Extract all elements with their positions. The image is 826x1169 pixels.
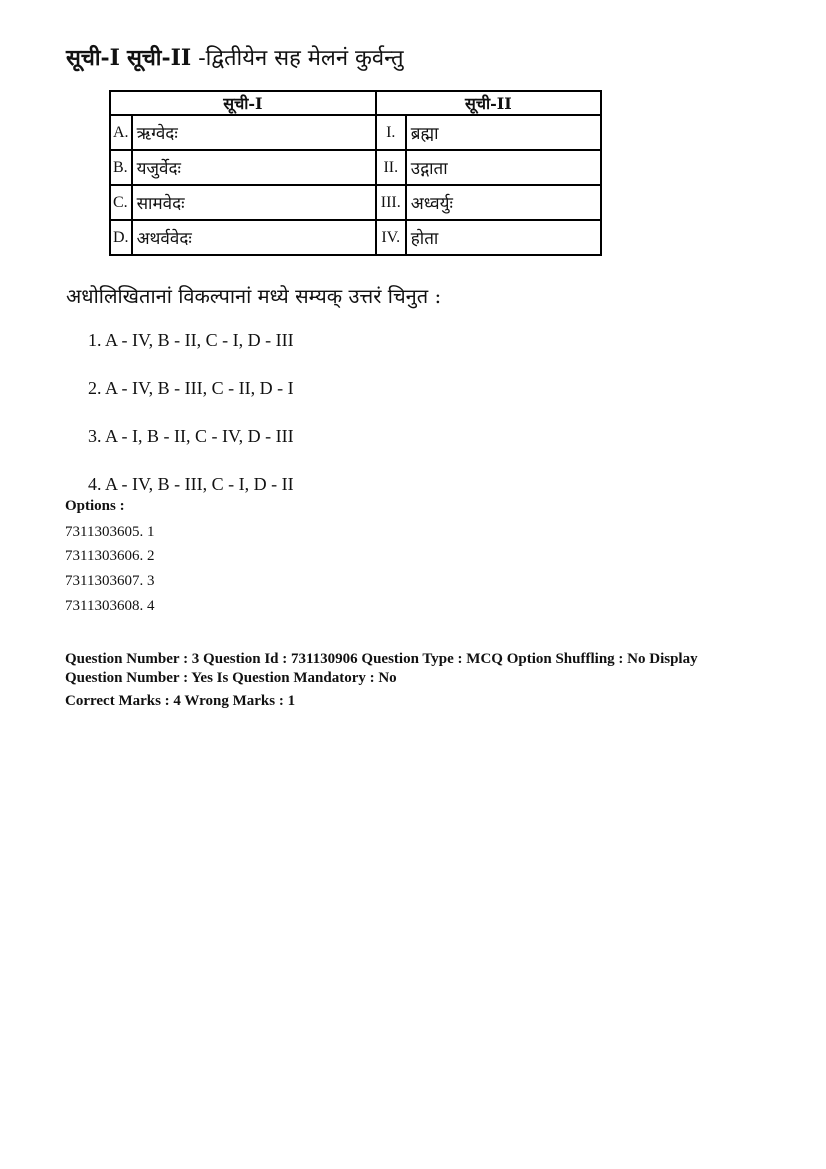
choice-item: 1. A - IV, B - II, C - I, D - III: [88, 330, 294, 350]
choice-instruction: अधोलिखितानां विकल्पानां मध्ये सम्यक् उत्तरं चिनुत :: [66, 284, 442, 308]
row-left-key: B.: [110, 150, 132, 185]
option-id: 7311303608. 4: [65, 598, 155, 614]
option-id: 7311303606. 2: [65, 548, 155, 564]
row-right-key: III.: [376, 185, 406, 220]
table-row: [110, 220, 601, 255]
choice-item: 2. A - IV, B - III, C - II, D - I: [88, 378, 294, 398]
options-label: Options :: [65, 498, 125, 514]
matching-table: [109, 90, 602, 256]
row-left-value: अथर्ववेदः: [132, 220, 376, 255]
table-row: [110, 115, 601, 150]
table-row: [110, 185, 601, 220]
table-header-row: [110, 91, 601, 115]
row-right-value: उद्गाता: [406, 150, 601, 185]
question-meta-line1: Question Number : 3 Question Id : 731130906 Question Type : MCQ Option Shuffling : No Display: [65, 651, 698, 667]
choice-item: 3. A - I, B - II, C - IV, D - III: [88, 426, 294, 446]
row-right-key: II.: [376, 150, 406, 185]
row-right-value: अध्वर्युः: [406, 185, 601, 220]
row-left-value: यजुर्वेदः: [132, 150, 376, 185]
row-right-value: ब्रह्मा: [406, 115, 601, 150]
question-marks: Correct Marks : 4 Wrong Marks : 1: [65, 693, 296, 709]
choice-item: 4. A - IV, B - III, C - I, D - II: [88, 474, 294, 494]
row-left-key: D.: [110, 220, 132, 255]
list1-label: सूची-I: [66, 45, 120, 71]
question-heading: [66, 42, 403, 72]
row-left-value: ऋग्वेदः: [132, 115, 376, 150]
list2-label: सूची-II: [126, 45, 192, 71]
row-left-key: A.: [110, 115, 132, 150]
choice-list: [88, 328, 294, 520]
heading-instruction: -द्वितीयेन सह मेलनं कुर्वन्तु: [198, 46, 404, 71]
row-right-key: I.: [376, 115, 406, 150]
table-header-list1: सूची-I: [110, 91, 376, 115]
row-right-key: IV.: [376, 220, 406, 255]
option-id: 7311303605. 1: [65, 524, 155, 540]
table-row: [110, 150, 601, 185]
table-header-list2: सूची-II: [376, 91, 601, 115]
row-left-value: सामवेदः: [132, 185, 376, 220]
question-meta-line2: Question Number : Yes Is Question Mandatory : No: [65, 670, 397, 686]
row-right-value: होता: [406, 220, 601, 255]
option-id: 7311303607. 3: [65, 573, 155, 589]
row-left-key: C.: [110, 185, 132, 220]
